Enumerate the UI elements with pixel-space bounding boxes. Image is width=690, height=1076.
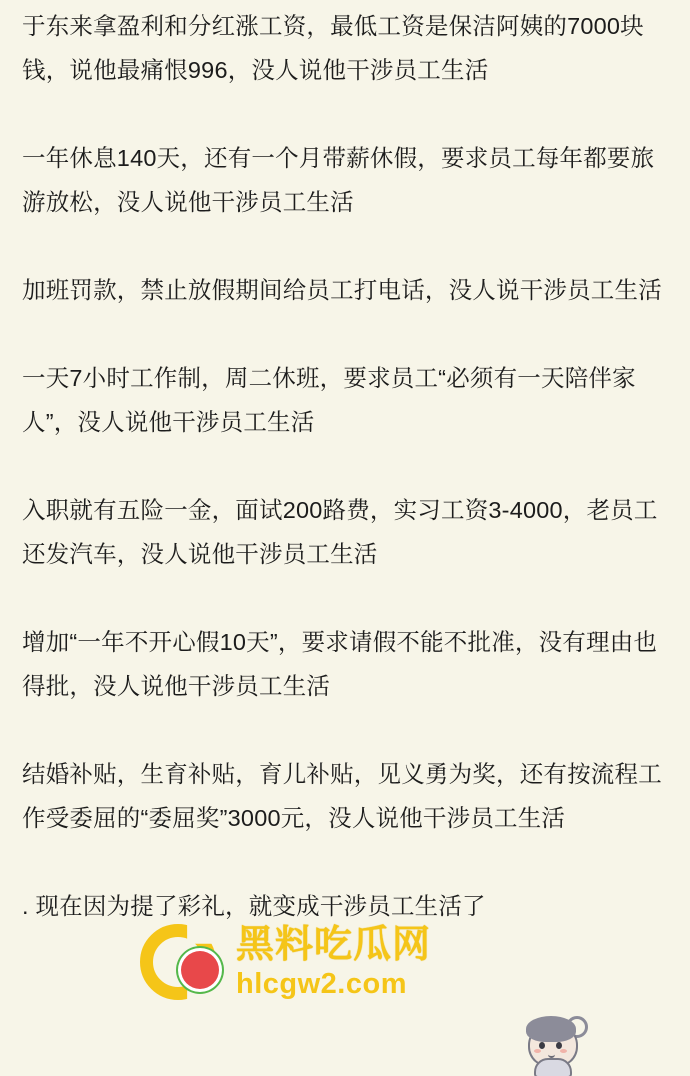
anime-girl-sticker-icon: [520, 1012, 582, 1074]
watermelon-c-logo-icon: [140, 920, 224, 1004]
watermark-url: hlcgw2.com: [236, 968, 407, 1000]
watermark-title: 黑料吃瓜网: [236, 924, 432, 966]
paragraph: 增加“一年不开心假10天”，要求请假不能不批准，没有理由也得批，没人说他干涉员工生活: [22, 629, 658, 699]
paragraph: 一年休息140天，还有一个月带薪休假，要求员工每年都要旅游放松，没人说他干涉员工生活: [22, 145, 655, 215]
watermark: [140, 920, 431, 1004]
paragraph: . 现在因为提了彩礼，就变成干涉员工生活了: [22, 893, 486, 919]
paragraph: 于东来拿盈利和分红涨工资，最低工资是保洁阿姨的7000块钱，说他最痛恨996，没人说他干涉员工生活: [22, 13, 644, 83]
paragraph: 一天7小时工作制，周二休班，要求员工“必须有一天陪伴家人”，没人说他干涉员工生活: [22, 365, 636, 435]
paragraph: 结婚补贴，生育补贴，育儿补贴，见义勇为奖，还有按流程工作受委屈的“委屈奖”3000元，没人说他干涉员工生活: [22, 761, 662, 831]
paragraph: 入职就有五险一金，面试200路费，实习工资3-4000，老员工还发汽车，没人说他干涉员工生活: [22, 497, 658, 567]
paragraph: 加班罚款，禁止放假期间给员工打电话，没人说干涉员工生活: [22, 277, 662, 303]
